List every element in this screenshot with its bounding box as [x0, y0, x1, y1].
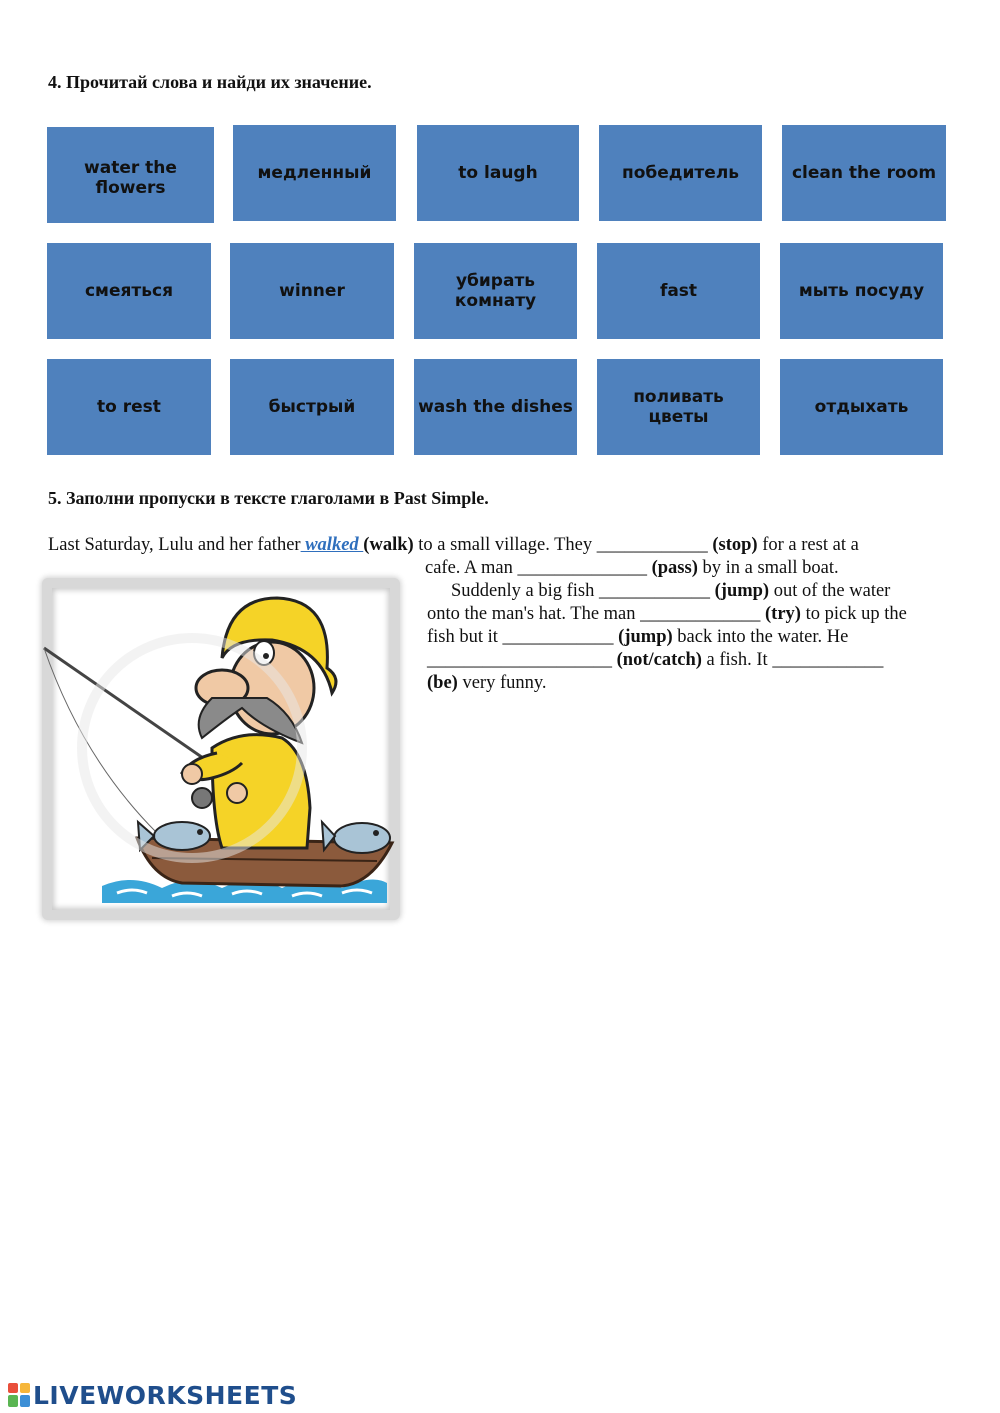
- blank-jump-2[interactable]: ____________: [502, 627, 614, 647]
- word-card-water-the-flowers[interactable]: water the flowers: [47, 127, 214, 223]
- blank-jump-1[interactable]: ____________: [599, 581, 710, 601]
- verb-hint-stop: (stop): [707, 535, 758, 555]
- word-card-clean-room-ru[interactable]: убирать комнату: [414, 243, 577, 339]
- liveworksheets-logo[interactable]: [8, 1380, 297, 1410]
- word-card-winner-ru[interactable]: победитель: [599, 125, 762, 221]
- text-line-3: [451, 580, 890, 603]
- verb-hint-pass: (pass): [646, 558, 698, 578]
- word-card-laugh-ru[interactable]: смеяться: [47, 243, 211, 339]
- word-card-to-laugh[interactable]: to laugh: [417, 125, 579, 221]
- blank-be[interactable]: ____________: [772, 650, 884, 670]
- word-card-rest-ru[interactable]: отдыхать: [780, 359, 943, 455]
- task5-heading: 5. Заполни пропуски в тексте глаголами в Past Simple.: [48, 488, 489, 508]
- text-segment: to a small village. They: [413, 535, 597, 555]
- text-segment: out of the water: [769, 581, 891, 601]
- verb-hint-jump: (jump): [710, 581, 770, 601]
- answer-walked[interactable]: walked: [300, 535, 364, 555]
- text-segment: to pick up the: [800, 604, 907, 624]
- blank-stop[interactable]: ____________: [596, 535, 708, 555]
- word-card-wash-dishes-ru[interactable]: мыть посуду: [780, 243, 943, 339]
- text-segment: Suddenly a big fish: [451, 581, 599, 601]
- word-card-clean-the-room[interactable]: clean the room: [782, 125, 946, 221]
- word-card-winner[interactable]: winner: [230, 243, 394, 339]
- text-segment: for a rest at a: [757, 535, 859, 555]
- verb-hint-walk: (walk): [363, 535, 414, 555]
- text-segment: cafe. A man: [425, 558, 518, 578]
- text-segment: by in a small boat.: [697, 558, 839, 578]
- text-segment: very funny.: [457, 673, 547, 693]
- text-line-1: [48, 534, 859, 557]
- text-line-6: [427, 649, 883, 672]
- blank-pass[interactable]: ______________: [517, 558, 647, 578]
- logo-text: LIVEWORKSHEETS: [33, 1380, 298, 1410]
- verb-hint-try: (try): [760, 604, 801, 624]
- verb-hint-not-catch: (not/catch): [612, 650, 702, 670]
- text-line-4: [427, 603, 907, 626]
- word-card-wash-the-dishes[interactable]: wash the dishes: [414, 359, 577, 455]
- word-card-water-flowers-ru[interactable]: поливать цветы: [597, 359, 760, 455]
- blank-not-catch[interactable]: ____________________: [427, 650, 612, 670]
- text-line-5: [427, 626, 848, 649]
- text-line-7: [427, 672, 547, 695]
- text-segment: back into the water. He: [672, 627, 849, 647]
- liveworksheets-logo-icon: [8, 1383, 30, 1407]
- fisherman-illustration: [42, 578, 400, 920]
- task4-heading: 4. Прочитай слова и найди их значение.: [48, 72, 372, 92]
- verb-hint-be: (be): [427, 673, 458, 693]
- text-segment: fish but it: [427, 627, 503, 647]
- blank-try[interactable]: _____________: [640, 604, 761, 624]
- word-card-fast-ru[interactable]: быстрый: [230, 359, 394, 455]
- word-card-to-rest[interactable]: to rest: [47, 359, 211, 455]
- verb-hint-jump: (jump): [613, 627, 673, 647]
- text-segment: onto the man's hat. The man: [427, 604, 641, 624]
- text-segment: a fish. It: [701, 650, 773, 670]
- word-card-slow-ru[interactable]: медленный: [233, 125, 396, 221]
- word-card-fast[interactable]: fast: [597, 243, 760, 339]
- fisherman-in-boat-icon: [42, 578, 400, 920]
- text-segment: Last Saturday, Lulu and her fathe: [48, 535, 295, 555]
- text-segment: r: [294, 535, 301, 555]
- text-line-2: [425, 557, 839, 580]
